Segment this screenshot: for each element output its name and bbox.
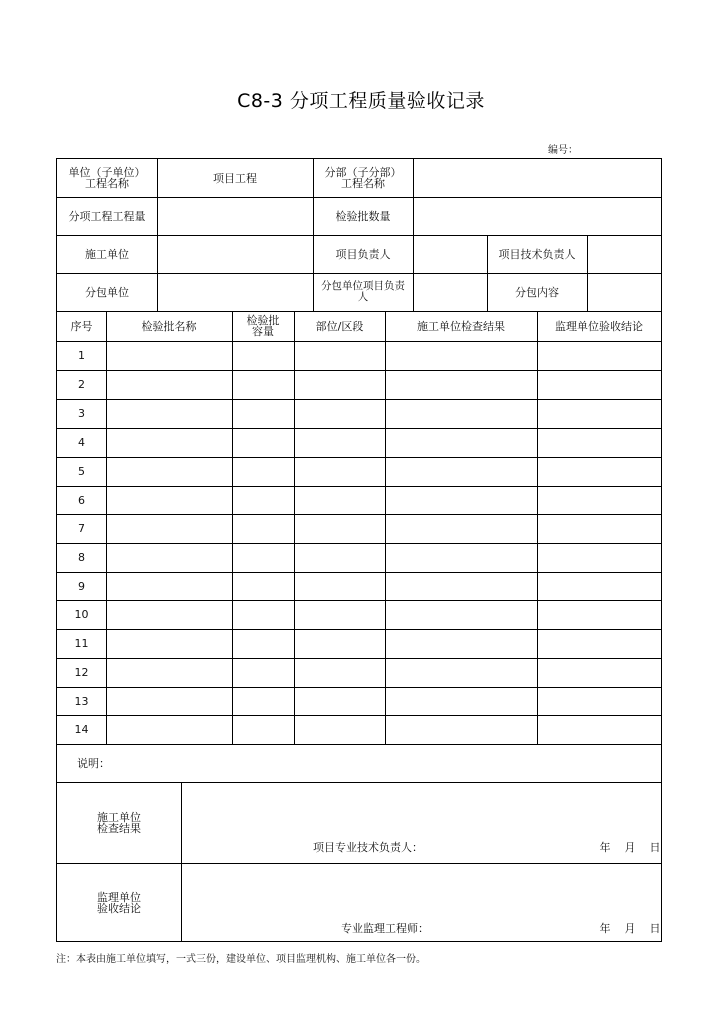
supervisor-year-label: 年 <box>599 921 611 935</box>
label-line: 施工单位 <box>97 810 141 824</box>
contractor-day-label: 日 <box>649 840 661 854</box>
batch-count-label: 检验批数量 <box>335 209 391 223</box>
row-number: 6 <box>78 493 85 507</box>
col-line <box>537 311 538 744</box>
label-line: 容量 <box>252 325 274 338</box>
sub-manager-value[interactable] <box>413 273 487 311</box>
supervisor-month-label: 月 <box>624 921 636 935</box>
remarks-label: 说明： <box>77 756 110 770</box>
footnote: 注：本表由施工单位填写，一式三份，建设单位、项目监理机构、施工单位各一份。 <box>56 954 426 965</box>
sub-item-quantity-label: 分项工程工程量 <box>68 209 146 223</box>
label-line: 分包单位项目负责 <box>321 280 405 292</box>
label-line: 分部（子分部） <box>324 166 402 179</box>
tech-manager-value[interactable] <box>587 235 661 273</box>
col-line <box>385 311 386 744</box>
row-number: 13 <box>74 694 89 708</box>
label-line: 工程名称 <box>85 177 129 190</box>
sub-content-value[interactable] <box>587 273 661 311</box>
supervisor-signer-label: 专业监理工程师： <box>341 921 429 935</box>
contractor-check-label <box>57 782 181 863</box>
col-header-seq: 序号 <box>70 319 93 333</box>
row-line <box>57 572 661 573</box>
division-name-value[interactable] <box>413 159 661 197</box>
row-line <box>57 399 661 400</box>
label-line: 检验批 <box>246 314 280 327</box>
contractor-month-label: 月 <box>624 840 636 854</box>
contractor-year-label: 年 <box>599 840 611 854</box>
row-number: 12 <box>74 666 89 679</box>
col-header-contractor-result: 施工单位检查结果 <box>417 319 505 333</box>
unit-project-name-label <box>57 159 157 197</box>
col-header-capacity <box>232 311 294 341</box>
col-line <box>106 311 107 744</box>
row-number: 2 <box>78 378 85 391</box>
project-manager-label: 项目负责人 <box>335 247 391 261</box>
label-line: 工程名称 <box>341 177 385 190</box>
batch-count-value[interactable] <box>413 197 661 235</box>
row-line <box>57 341 661 342</box>
row-number: 11 <box>74 637 89 650</box>
row-line <box>57 687 661 688</box>
label-line: 检查结果 <box>97 821 141 835</box>
row-line <box>57 629 661 630</box>
unit-project-name-value[interactable]: 项目工程 <box>213 171 257 185</box>
col-header-supervisor-result: 监理单位验收结论 <box>555 319 643 333</box>
row-number: 10 <box>74 608 89 621</box>
row-number: 9 <box>78 579 85 593</box>
row-line <box>57 428 661 429</box>
supervisor-day-label: 日 <box>649 921 661 935</box>
col-header-batch-name: 检验批名称 <box>141 319 197 333</box>
row-line <box>57 543 661 544</box>
supervisor-check-label <box>57 863 181 942</box>
row-line <box>57 486 661 487</box>
row-number: 1 <box>78 349 85 362</box>
division-name-label <box>313 159 413 197</box>
sub-item-quantity-value[interactable] <box>157 197 313 235</box>
row-line <box>57 658 661 659</box>
row-line <box>57 457 661 458</box>
row-number: 7 <box>78 522 85 535</box>
label-line: 人 <box>357 291 369 303</box>
sub-content-label: 分包内容 <box>515 285 559 299</box>
subcontractor-value[interactable] <box>157 273 313 311</box>
col-header-location: 部位/区段 <box>315 319 364 333</box>
row-number: 3 <box>78 407 85 420</box>
row-line <box>57 514 661 515</box>
row-number: 14 <box>74 723 89 736</box>
tech-manager-label: 项目技术负责人 <box>498 247 576 261</box>
document-number-label: 编号： <box>548 145 578 156</box>
col-line <box>232 311 233 744</box>
label-line: 验收结论 <box>97 901 141 915</box>
label-line: 监理单位 <box>97 890 141 904</box>
row-line <box>57 370 661 371</box>
row-number: 8 <box>78 551 85 564</box>
row-line <box>57 600 661 601</box>
sub-manager-label <box>313 273 413 311</box>
project-manager-value[interactable] <box>413 235 487 273</box>
inspection-form <box>56 158 662 942</box>
contractor-value[interactable] <box>157 235 313 273</box>
row-number: 4 <box>78 436 85 449</box>
label-line: 单位（子单位） <box>68 166 146 179</box>
subcontractor-label: 分包单位 <box>85 285 129 299</box>
contractor-label: 施工单位 <box>85 247 129 261</box>
contractor-signer-label: 项目专业技术负责人： <box>313 840 423 854</box>
page-title: C8-3 分项工程质量验收记录 <box>237 90 485 112</box>
row-line <box>57 715 661 716</box>
col-line <box>294 311 295 744</box>
row-number: 5 <box>78 465 85 478</box>
